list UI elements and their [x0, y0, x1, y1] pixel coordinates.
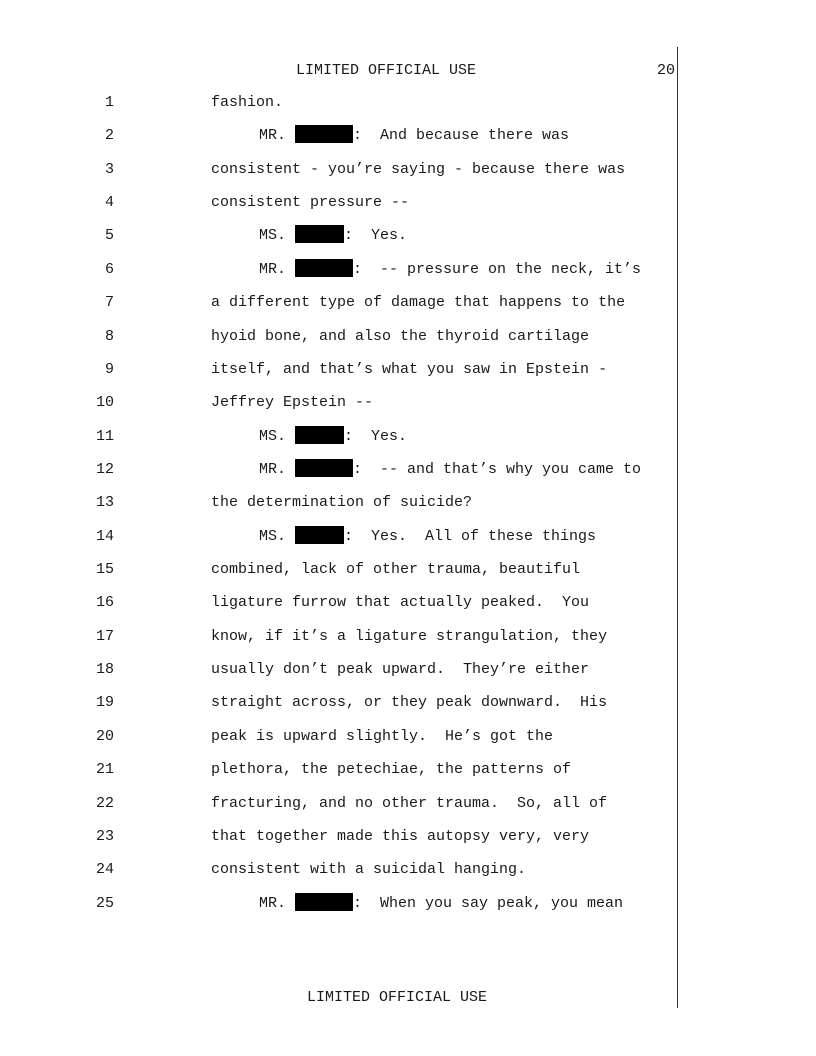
transcript-line	[0, 526, 680, 559]
transcript-line	[0, 125, 680, 158]
line-number: 24	[95, 861, 114, 879]
redaction-box	[295, 259, 353, 277]
speech-text: : -- and that’s why you came to	[353, 460, 642, 478]
transcript-line	[0, 692, 680, 725]
transcript-line	[0, 793, 680, 826]
speech-text: : Yes. All of these things	[344, 527, 597, 545]
speaker-line	[259, 225, 407, 247]
line-number: 15	[95, 561, 114, 579]
transcript-line	[0, 726, 680, 759]
line-number: 17	[95, 627, 114, 645]
speaker-line	[259, 893, 623, 915]
line-number: 16	[95, 594, 114, 612]
line-number: 12	[95, 460, 114, 478]
speech-text: : Yes.	[344, 427, 408, 445]
line-text: hyoid bone, and also the thyroid cartilage	[211, 327, 590, 345]
line-text: usually don’t peak upward. They’re either	[211, 661, 590, 679]
transcript-line	[0, 459, 680, 492]
transcript-line	[0, 225, 680, 258]
line-text: straight across, or they peak downward. His	[211, 694, 608, 712]
footer-title: LIMITED OFFICIAL USE	[307, 989, 488, 1006]
transcript-line	[0, 893, 680, 926]
transcript-line	[0, 92, 680, 125]
line-number: 8	[104, 327, 114, 345]
transcript-line	[0, 492, 680, 525]
redaction-box	[295, 459, 353, 477]
speech-text: : When you say peak, you mean	[353, 894, 624, 912]
line-text: the determination of suicide?	[211, 494, 473, 512]
line-text: Jeffrey Epstein --	[211, 394, 374, 412]
speaker-title: MS.	[259, 527, 296, 545]
line-number: 19	[95, 694, 114, 712]
line-text: peak is upward slightly. He’s got the	[211, 727, 554, 745]
line-number: 11	[95, 427, 114, 445]
speaker-title: MS.	[259, 427, 296, 445]
line-number: 21	[95, 761, 114, 779]
transcript-line	[0, 159, 680, 192]
redaction-box	[295, 225, 344, 243]
line-text: consistent - you’re saying - because there was	[211, 160, 626, 178]
line-number: 23	[95, 827, 114, 845]
line-text: fashion.	[211, 94, 284, 111]
line-number: 9	[104, 360, 114, 378]
speaker-line	[259, 125, 569, 147]
transcript-line	[0, 592, 680, 625]
speaker-line	[259, 259, 641, 281]
line-text: itself, and that’s what you saw in Epstein -	[211, 360, 608, 378]
transcript-line	[0, 259, 680, 292]
line-number: 14	[95, 527, 114, 545]
line-number: 25	[95, 894, 114, 912]
line-number: 2	[104, 127, 114, 145]
speaker-line	[259, 459, 641, 481]
line-number: 13	[95, 494, 114, 512]
speaker-title: MR.	[259, 460, 296, 478]
speaker-line	[259, 426, 407, 448]
speaker-title: MR.	[259, 260, 296, 278]
line-number: 1	[104, 94, 114, 111]
transcript-line	[0, 292, 680, 325]
page-number: 20	[657, 62, 676, 79]
line-text: plethora, the petechiae, the patterns of	[211, 761, 572, 779]
transcript-line	[0, 392, 680, 425]
speech-text: : -- pressure on the neck, it’s	[353, 260, 642, 278]
speaker-title: MR.	[259, 894, 296, 912]
speech-text: : Yes.	[344, 227, 408, 245]
line-text: a different type of damage that happens to the	[211, 294, 626, 312]
line-number: 6	[104, 260, 114, 278]
line-number: 10	[95, 394, 114, 412]
transcript-lines	[0, 92, 680, 926]
line-text: know, if it’s a ligature strangulation, they	[211, 627, 608, 645]
line-number: 22	[95, 794, 114, 812]
transcript-line	[0, 559, 680, 592]
line-number: 18	[95, 661, 114, 679]
transcript-line	[0, 326, 680, 359]
speaker-title: MR.	[259, 127, 296, 145]
line-number: 20	[95, 727, 114, 745]
transcript-line	[0, 626, 680, 659]
redaction-box	[295, 125, 353, 143]
speaker-title: MS.	[259, 227, 296, 245]
transcript-line	[0, 659, 680, 692]
line-text: consistent with a suicidal hanging.	[211, 861, 527, 879]
transcript-line	[0, 759, 680, 792]
line-text: ligature furrow that actually peaked. You	[211, 594, 590, 612]
line-number: 4	[104, 194, 114, 212]
line-number: 5	[104, 227, 114, 245]
speech-text: : And because there was	[353, 127, 570, 145]
header-title: LIMITED OFFICIAL USE	[296, 62, 477, 79]
transcript-line	[0, 426, 680, 459]
redaction-box	[295, 893, 353, 911]
line-number: 7	[104, 294, 114, 312]
redaction-box	[295, 526, 344, 544]
redaction-box	[295, 426, 344, 444]
transcript-line	[0, 359, 680, 392]
line-text: fracturing, and no other trauma. So, all of	[211, 794, 608, 812]
line-text: combined, lack of other trauma, beautiful	[211, 561, 581, 579]
transcript-line	[0, 859, 680, 892]
line-text: that together made this autopsy very, very	[211, 827, 590, 845]
line-number: 3	[104, 160, 114, 178]
speaker-line	[259, 526, 596, 548]
line-text: consistent pressure --	[211, 194, 410, 212]
transcript-line	[0, 826, 680, 859]
transcript-line	[0, 192, 680, 225]
